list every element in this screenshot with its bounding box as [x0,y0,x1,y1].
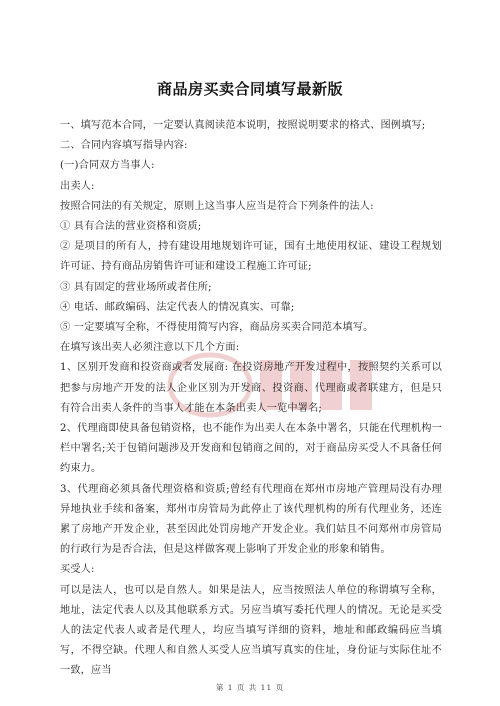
paragraph: ⑤ 一定要填写全称，不得使用简写内容，商品房买卖合同范本填写。 [60,322,374,334]
paragraph: 1、区别开发商和投资商或者发展商: 在投资房地产开发过程中，按照契约关系可以把参与房地产开发的法人企业区别为开发商、投资商、代理商或者联建方，但是只有符合出卖人条件的当事人才能在本条出卖人一览中署名; [60,362,442,414]
document-title: 商品房买卖合同填写最新版 [156,80,343,98]
document-body [60,116,442,682]
paragraph: 按照合同法的有关规定，原则上这当事人应当是符合下列条件的法人: [60,200,374,212]
paragraph: 二、合同内容填写指导内容: [60,140,188,152]
paragraph: 买受人: [60,564,95,576]
paragraph: (一)合同双方当事人: [60,160,155,172]
paragraph: ③ 具有固定的营业场所或者住所; [60,281,212,293]
paragraph: 一、填写范本合同，一定要认真阅读范本说明，按照说明要求的格式、图例填写; [60,120,426,131]
paragraph: 3、代理商必须具备代理资格和资质;曾经有代理商在郑州市房地产管理局没有办理异地执业手续和备案，郑州市房管局为此停止了该代理机构的所有代理业务，还连累了房地产开发企业，甚至因此处罚房地产开发企业。我们姑且不问郑州市房管局的行政行为是否合法，但是这样做客观上影响了开发企业的形象和销售。 [60,483,442,556]
paragraph: ① 具有合法的营业资格和资质; [60,221,202,233]
paragraph: ② 是项目的所有人，持有建设用地规划许可证，国有土地使用权证、建设工程规划许可证、持有商品房销售许可证和建设工程施工许可证; [60,241,442,273]
paragraph: 出卖人: [60,180,95,192]
paragraph: 可以是法人，也可以是自然人。如果是法人，应当按照法人单位的称谓填写全称，地址，法定代表人以及其他联系方式。另应当填写委托代理人的情况。无论是买受人的法定代表人或者是代理人，均应当填写详细的资料，地址和邮政编码应当填写，不得空缺。代理人和自然人买受人应当填写真实的住址，身份证与实际住址不一致，应当 [60,584,442,677]
paragraph: 2、代理商即使具备包销资格，也不能作为出卖人在本条中署名，只能在代理机构一栏中署名;关于包销问题涉及开发商和包销商之间的，对于商品房买受人不具备任何约束力。 [60,423,442,475]
paragraph: ④ 电话、邮政编码、法定代表人的情况真实、可靠; [60,301,295,313]
page-footer: 第 1 页 共 11 页 [215,683,285,692]
paragraph: 在填写该出卖人必须注意以下几个方面: [60,342,240,354]
